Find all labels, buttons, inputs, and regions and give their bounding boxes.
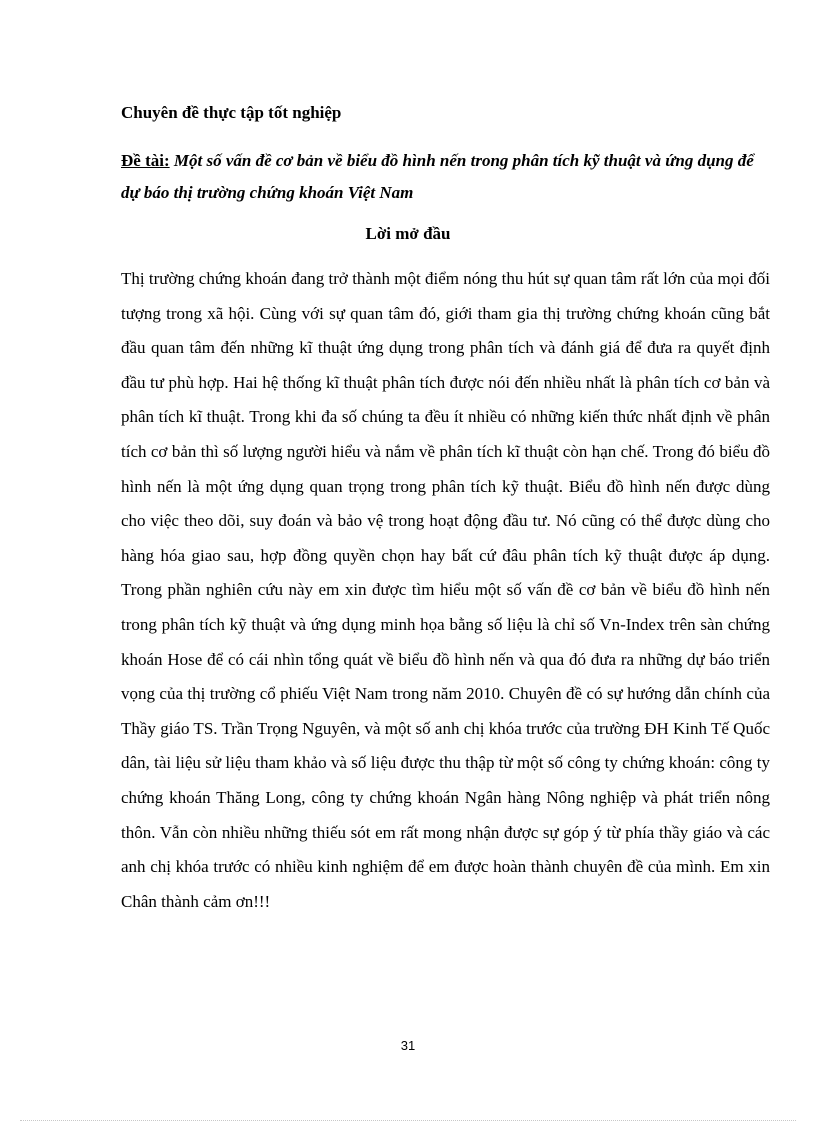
body-paragraph: Thị trường chứng khoán đang trở thành một điểm nóng thu hút sự quan tâm rất lớn của mọi đối tượng trong xã hội. Cùng với sự quan tâm đó, giới tham gia thị trường chứng khoán cũng bắt đầu quan tâm đến những kĩ thuật ứng dụng trong phân tích và đánh giá để đưa ra quyết định đầu tư phù hợp. Hai hệ thống kĩ thuật phân tích được nói đến nhiều nhất là phân tích cơ bản và phân tích kĩ thuật. Trong khi đa số chúng ta đều ít nhiều có những kiến thức nhất định về phân tích cơ bản thì số lượng người hiểu và nắm về phân tích kĩ thuật còn hạn chế. Trong đó biểu đồ hình nến là một ứng dụng quan trọng trong phân tích kỹ thuật. Biểu đồ hình nến được dùng cho việc theo dõi, suy đoán và bảo vệ trong hoạt động đầu tư. Nó cũng có thể được dùng cho hàng hóa giao sau, hợp đồng quyền chọn hay bất cứ đâu phân tích kỹ thuật được áp dụng. Trong phần nghiên cứu này em xin được tìm hiểu một số vấn đề cơ bản về biểu đồ hình nến trong phân tích kỹ thuật và ứng dụng minh họa bằng số liệu là chỉ số Vn-Index trên sàn chứng khoán Hose để có cái nhìn tổng quát về biểu đồ hình nến và qua đó đưa ra những dự báo triển vọng của thị trường cổ phiếu Việt Nam trong năm 2010. Chuyên đề có sự hướng dẫn chính của Thầy giáo TS. Trần Trọng Nguyên, và một số anh chị khóa trước của trường ĐH Kinh Tế Quốc dân, tài liệu sử liệu tham khảo và số liệu được thu thập từ một số công ty chứng khoán: công ty chứng khoán Thăng Long, công ty chứng khoán Ngân hàng Nông nghiệp và phát triển nông thôn. Vẫn còn nhiều những thiếu sót em rất mong nhận được sự góp ý từ phía thầy giáo và các anh chị khóa trước có nhiều kinh nghiệm để em được hoàn thành chuyên đề của mình. Em xin Chân thành cảm ơn!!! bbox=[121, 269, 770, 911]
page-bottom-divider bbox=[20, 1120, 796, 1121]
topic-title: Một số vấn đề cơ bản về biểu đồ hình nến trong phân tích kỹ thuật và ứng dụng để dự báo thị trường chứng khoán Việt Nam bbox=[121, 151, 754, 202]
document-header: Chuyên đề thực tập tốt nghiệp bbox=[121, 103, 342, 122]
topic-label: Đề tài: bbox=[121, 151, 170, 170]
page-number: 31 bbox=[400, 1038, 416, 1053]
section-heading: Lời mở đầu bbox=[365, 224, 451, 243]
topic-block bbox=[121, 145, 776, 209]
